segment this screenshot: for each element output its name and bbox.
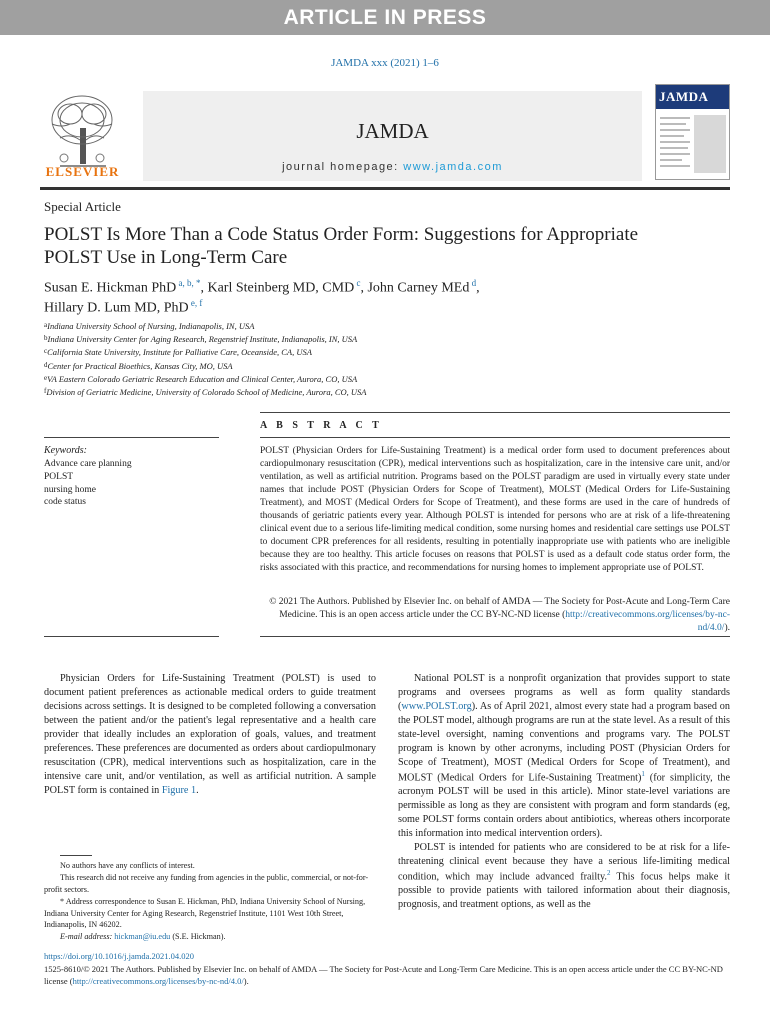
article-type: Special Article [44, 199, 121, 214]
abstract-text: POLST (Physician Orders for Life-Sustaining Treatment) is a medical order form used to document preferences about cardiopulmonary resuscitation (CPR), medical interventions such as hospitalization, care in the intensive care unit, and/or ventilation, as well as artificial nutrition. Programs based on the POLST paradigm are used in virtually every state under names that include POST (Physician Orders for Scope of Treatment), MOLST (Medical Orders for Life-Sustaining Treatment), and MOST (Medical Orders for Scope of Treatment), and these forms are used in the care of hundreds of thousands of geriatric patients every year. Although POLST is intended for persons who are at risk of a life-threatening clinical event due to a serious life-limiting medical condition, some nursing homes and residential care settings use POLST to document CPR preferences for all residents, resulting in potentially inappropriate use with patients who are ineligible because they are too healthy. This article focuses on reasons that POLST is used as a default code status order form, the risks associated with this practice, and recommendations for nursing homes to implement appropriate use of POLST. [260, 446, 730, 573]
affiliations [44, 320, 734, 399]
body-column-left: Physician Orders for Life-Sustaining Treatment (POLST) is used to document patient preferences as actionable medical orders to guide treatment decisions across settings. It is designed to be completed following a conversation between the patient and/or the patient's legal representative and a health care provider that ideally includes an exploration of goals, values, and treatment preferences. These preferences are documented as orders about cardiopulmonary resuscitation (CPR), medical interventions such as hospitalization, care in the intensive care unit, and/or ventilation, as well as artificial nutrition. A sample POLST form is contained in Figure 1. [44, 673, 376, 796]
article-in-press-banner: ARTICLE IN PRESS [0, 0, 770, 35]
email-link[interactable]: hickman@iu.edu [114, 932, 171, 942]
affiliation-item: $^e$VA Eastern Colorado Geriatric Research Education and Clinical Center, Aurora, CO, USA [44, 373, 358, 384]
keyword-item: Advance care planning [44, 459, 132, 469]
affiliation-item: $^c$California State University, Institute for Palliative Care, Oceanside, CA, USA [44, 347, 312, 358]
citation-1[interactable]: 1 [641, 769, 645, 778]
cover-line [660, 123, 686, 125]
abstract-bottom-rule [260, 636, 730, 637]
author-affil-marks[interactable]: a, b, * [178, 278, 201, 288]
journal-homepage [143, 161, 642, 173]
cover-line [660, 147, 688, 149]
cover-line [660, 165, 690, 167]
journal-reference[interactable]: JAMDA xxx (2021) 1–6 [331, 57, 439, 69]
body-column-right [398, 672, 730, 912]
homepage-label: journal homepage: [282, 161, 404, 173]
issn-notice: 1525-8610/© 2021 The Authors. Published by Elsevier Inc. on behalf of AMDA — The Society for Post-Acute and Long-Term Care Medicine. This is an open access article under the CC BY-NC-ND license (http://creativecommons.org/licenses/by-nc-nd/4.0/). [44, 964, 723, 987]
body-paragraph: POLST is intended for patients who are considered to be at risk for a life-threatening clinical event because they have a serious life-limiting medical condition, which may include advanced frailty.$^2$ This focus helps make it possible to provide patients with tailored information about their diagnosis, prognosis, and treatment options, as well as the [398, 842, 730, 911]
footnote-funding: This research did not receive any funding from agencies in the public, commercial, or not-for-profit sectors. [44, 872, 369, 894]
elsevier-wordmark: ELSEVIER [45, 164, 120, 179]
cover-line [660, 117, 690, 119]
cover-line [660, 129, 690, 131]
author-name[interactable]: Karl Steinberg MD, CMD [207, 280, 355, 296]
cover-title: JAMDA [656, 85, 729, 109]
keywords-list [44, 458, 132, 509]
doi-link[interactable]: https://doi.org/10.1016/j.jamda.2021.04.020 [44, 951, 195, 961]
body-paragraph: National POLST is a nonprofit organization that provides support to state programs and oversees programs as well as form quality standards (www.POLST.org). As of April 2021, almost every state had a program based on the POLST model, although programs are run at the state level. As a result of this state-level oversight, naming conventions and programs vary. The POLST program is known by other acronyms, including POST (Physician Orders for Scope of Treatment), MOST (Medical Orders for Scope of Treatment), and MOLST (Medical Orders for Life-Sustaining Treatment)$^1$ (for simplicity, the acronym POLST will be used in this article). Minor state-level variations are permissible as long as they are consistent with program and form standards (eg, some POLST forms contain orders about antibiotics, whereas others incorporate this information into medical intervention orders). [398, 673, 730, 840]
footnote-correspondence: * Address correspondence to Susan E. Hickman, PhD, Indiana University School of Nursing, Indiana University Center for Aging Research, Regenstrief Institute, 1101 West 10th Street, Indianapolis, IN 46202. [44, 896, 366, 930]
author-name[interactable]: Susan E. Hickman PhD [44, 280, 177, 296]
journal-cover-thumbnail [655, 84, 730, 180]
footnote-conflict: No authors have any conflicts of interest. [60, 861, 195, 870]
article-in-press-header [0, 0, 770, 40]
footnotes [44, 860, 376, 943]
keywords-top-rule [44, 437, 219, 438]
keywords-bottom-rule [44, 636, 219, 637]
abstract-copyright: © 2021 The Authors. Published by Elsevier Inc. on behalf of AMDA — The Society for Post-Acute and Long-Term Care Medicine. This is an open access article under the CC BY-NC-ND license (http://creativecommons.org/licenses/by-nc-nd/4.0/). [269, 597, 730, 633]
journal-banner [143, 91, 642, 181]
affiliation-item: $^b$Indiana University Center for Aging Research, Regenstrief Institute, Indianapolis, IN, USA [44, 334, 358, 345]
journal-title: JAMDA [356, 119, 429, 143]
abstract-head-rule [260, 437, 730, 438]
cover-image [694, 115, 726, 173]
homepage-link[interactable]: www.jamda.com [403, 161, 503, 173]
affiliation-item: $^d$Center for Practical Bioethics, Kansas City, MO, USA [44, 360, 233, 371]
article-title: POLST Is More Than a Code Status Order Form: Suggestions for Appropriate POLST Use in Long-Term Care [44, 224, 639, 268]
author-affil-marks[interactable]: e, f [190, 297, 203, 308]
cover-line [660, 141, 690, 143]
abstract-top-rule [260, 412, 730, 413]
keyword-item: code status [44, 497, 86, 508]
author-list: Susan E. Hickman PhD $^{a, b, *}$, Karl Steinberg MD, CMD $^c$, John Carney MEd $^d$, Hillary D. Lum MD, PhD $^{e, f}$ [44, 278, 480, 316]
cover-line [660, 159, 682, 161]
figure-1-link[interactable]: Figure 1 [161, 784, 197, 796]
affiliation-item: $^a$Indiana University School of Nursing, Indianapolis, IN, USA [44, 321, 255, 331]
keyword-item: nursing home [44, 484, 96, 495]
author-affil-marks[interactable]: c [356, 278, 361, 288]
cover-line [660, 135, 684, 137]
license-link[interactable]: http://creativecommons.org/licenses/by-nc-nd/4.0/ [565, 610, 730, 633]
keywords-label: Keywords: [44, 445, 87, 456]
footnote-email: E-mail address: hickman@iu.edu (S.E. Hickman). [60, 932, 226, 942]
footer-license-link[interactable]: http://creativecommons.org/licenses/by-nc-nd/4.0/ [72, 976, 244, 987]
footnote-rule [60, 855, 92, 856]
abstract-heading: A B S T R A C T [260, 420, 383, 431]
cover-line [660, 153, 690, 155]
keyword-item: POLST [44, 471, 74, 482]
citation-2[interactable]: 2 [606, 868, 611, 877]
author-name[interactable]: Hillary D. Lum MD, PhD [44, 300, 189, 316]
polst-org-link[interactable]: www.POLST.org [401, 700, 472, 712]
header-rule [40, 187, 730, 190]
affiliation-item: $^f$Division of Geriatric Medicine, University of Colorado School of Medicine, Aurora, CO, USA [44, 386, 367, 397]
author-affil-marks[interactable]: d [471, 278, 477, 288]
author-name[interactable]: John Carney MEd [367, 280, 470, 296]
